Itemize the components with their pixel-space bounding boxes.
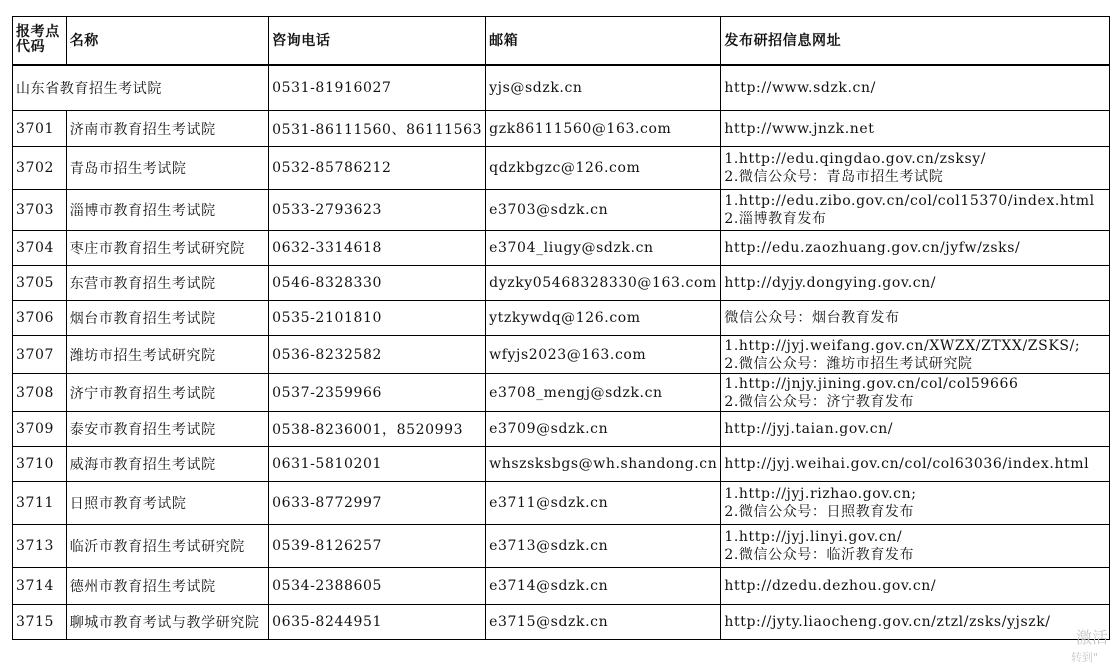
cell-code: 3714 <box>13 568 67 605</box>
cell-name: 烟台市教育招生考试院 <box>66 301 268 336</box>
website-line: 1.http://jyj.weifang.gov.cn/XWZX/ZTXX/ZSKS/; <box>724 337 1081 354</box>
header-code: 报考点代码 <box>13 17 67 65</box>
cell-code: 3704 <box>13 231 67 266</box>
table-body <box>13 65 1110 640</box>
website-line: 2.微信公众号：潍坊市招生考试研究院 <box>724 355 973 372</box>
website-line: http://www.jnzk.net <box>724 120 875 137</box>
cell-email: e3714@sdzk.cn <box>486 568 721 605</box>
cell-code: 3705 <box>13 266 67 301</box>
website-line: 2.微信公众号：临沂教育发布 <box>724 547 915 563</box>
cell-email: e3709@sdzk.cn <box>486 412 721 447</box>
cell-email: e3708_mengj@sdzk.cn <box>486 374 721 412</box>
cell-code: 3702 <box>13 147 67 190</box>
website-line: 1.http://jyj.linyi.gov.cn/ <box>724 529 903 545</box>
table-row <box>13 231 1110 266</box>
cell-phone: 0631-5810201 <box>269 447 486 482</box>
cell-email: dyzky05468328330@163.com <box>486 266 721 301</box>
cell-code: 3703 <box>13 190 67 231</box>
cell-phone: 0534-2388605 <box>269 568 486 605</box>
cell-name: 青岛市招生考试院 <box>66 147 268 190</box>
table-row <box>13 374 1110 412</box>
cell-phone: 0533-2793623 <box>269 190 486 231</box>
cell-phone: 0635-8244951 <box>269 605 486 640</box>
cell-website <box>721 65 1110 111</box>
cell-website <box>721 482 1110 525</box>
table-row <box>13 190 1110 231</box>
cell-name: 枣庄市教育招生考试研究院 <box>66 231 268 266</box>
cell-email: e3704_liugy@sdzk.cn <box>486 231 721 266</box>
website-line: http://dyjy.dongying.gov.cn/ <box>724 275 937 291</box>
cell-name: 威海市教育招生考试院 <box>66 447 268 482</box>
cell-website <box>721 374 1110 412</box>
cell-org-name: 山东省教育招生考试院 <box>13 65 269 111</box>
cell-phone: 0531-81916027 <box>269 65 486 111</box>
cell-website <box>721 190 1110 231</box>
cell-code: 3708 <box>13 374 67 412</box>
cell-email: yjs@sdzk.cn <box>486 65 721 111</box>
cell-phone: 0546-8328330 <box>269 266 486 301</box>
header-row <box>13 17 1110 65</box>
cell-phone: 0535-2101810 <box>269 301 486 336</box>
website-line: 2.微信公众号：青岛市招生考试院 <box>724 169 944 185</box>
website-line: 2.微信公众号：日照教育发布 <box>724 504 915 520</box>
table-row <box>13 605 1110 640</box>
cell-website <box>721 231 1110 266</box>
header-name: 名称 <box>66 17 268 65</box>
cell-name: 淄博市教育招生考试院 <box>66 190 268 231</box>
cell-website <box>721 336 1110 374</box>
table-row <box>13 147 1110 190</box>
watermark-goto: 转到" <box>1070 651 1098 664</box>
cell-code: 3715 <box>13 605 67 640</box>
website-line: 1.http://jnjy.jining.gov.cn/col/col59666 <box>724 375 1019 392</box>
cell-website <box>721 412 1110 447</box>
cell-name: 德州市教育招生考试院 <box>66 568 268 605</box>
table-row <box>13 447 1110 482</box>
table-row <box>13 65 1110 111</box>
cell-phone: 0539-8126257 <box>269 525 486 568</box>
cell-name: 济南市教育招生考试院 <box>66 111 268 147</box>
table-row <box>13 266 1110 301</box>
cell-email: e3713@sdzk.cn <box>486 525 721 568</box>
cell-code: 3707 <box>13 336 67 374</box>
table-row <box>13 412 1110 447</box>
cell-website <box>721 525 1110 568</box>
cell-code: 3706 <box>13 301 67 336</box>
cell-code: 3701 <box>13 111 67 147</box>
table-row <box>13 336 1110 374</box>
cell-email: e3703@sdzk.cn <box>486 190 721 231</box>
cell-website <box>721 301 1110 336</box>
website-line: 微信公众号：烟台教育发布 <box>724 310 900 326</box>
cell-website <box>721 147 1110 190</box>
header-website: 发布研招信息网址 <box>721 17 1110 65</box>
cell-email: whszsksbgs@wh.shandong.cn <box>486 447 721 482</box>
cell-name: 临沂市教育招生考试研究院 <box>66 525 268 568</box>
cell-website <box>721 568 1110 605</box>
cell-email: qdzkbgzc@126.com <box>486 147 721 190</box>
cell-phone: 0633-8772997 <box>269 482 486 525</box>
cell-phone: 0532-85786212 <box>269 147 486 190</box>
cell-phone: 0538-8236001，8520993 <box>269 412 486 447</box>
cell-email: gzk86111560@163.com <box>486 111 721 147</box>
cell-phone: 0536-8232582 <box>269 336 486 374</box>
website-line: 1.http://edu.zibo.gov.cn/col/col15370/index.html <box>724 193 1095 209</box>
exam-site-table <box>12 16 1110 640</box>
cell-code: 3711 <box>13 482 67 525</box>
cell-phone: 0531-86111560、86111563 <box>269 111 486 147</box>
website-line: 1.http://edu.qingdao.gov.cn/zsksy/ <box>724 151 987 167</box>
cell-email: e3711@sdzk.cn <box>486 482 721 525</box>
cell-name: 日照市教育考试院 <box>66 482 268 525</box>
website-line: http://dzedu.dezhou.gov.cn/ <box>724 578 937 594</box>
website-line: http://jyj.weihai.gov.cn/col/col63036/index.html <box>724 456 1090 472</box>
cell-name: 济宁市教育招生考试院 <box>66 374 268 412</box>
cell-name: 潍坊市招生考试研究院 <box>66 336 268 374</box>
cell-name: 东营市教育招生考试院 <box>66 266 268 301</box>
cell-website <box>721 266 1110 301</box>
website-line: http://jyty.liaocheng.gov.cn/ztzl/zsks/yjszk/ <box>724 614 1051 630</box>
website-line: 2.微信公众号：济宁教育发布 <box>724 393 915 410</box>
table-row <box>13 525 1110 568</box>
watermark-activate: 激活 <box>1075 628 1108 647</box>
header-phone: 咨询电话 <box>269 17 486 65</box>
cell-code: 3713 <box>13 525 67 568</box>
cell-phone: 0632-3314618 <box>269 231 486 266</box>
table-row <box>13 301 1110 336</box>
cell-website <box>721 447 1110 482</box>
cell-name: 聊城市教育考试与教学研究院 <box>66 605 268 640</box>
website-line: http://www.sdzk.cn/ <box>724 79 876 96</box>
cell-name: 泰安市教育招生考试院 <box>66 412 268 447</box>
cell-phone: 0537-2359966 <box>269 374 486 412</box>
website-line: 2.淄博教育发布 <box>724 211 827 227</box>
table-row <box>13 482 1110 525</box>
cell-email: wfyjs2023@163.com <box>486 336 721 374</box>
cell-website <box>721 111 1110 147</box>
website-line: 1.http://jyj.rizhao.gov.cn; <box>724 486 917 502</box>
website-line: http://jyj.taian.gov.cn/ <box>724 421 894 437</box>
cell-email: ytzkywdq@126.com <box>486 301 721 336</box>
cell-code: 3709 <box>13 412 67 447</box>
header-email: 邮箱 <box>486 17 721 65</box>
cell-email: e3715@sdzk.cn <box>486 605 721 640</box>
cell-website <box>721 605 1110 640</box>
table-row <box>13 111 1110 147</box>
table-row <box>13 568 1110 605</box>
website-line: http://edu.zaozhuang.gov.cn/jyfw/zsks/ <box>724 240 1021 256</box>
cell-code: 3710 <box>13 447 67 482</box>
